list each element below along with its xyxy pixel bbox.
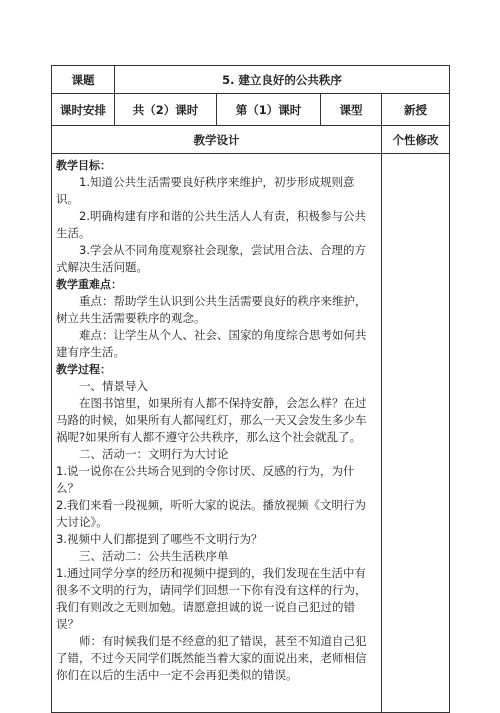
process-line: 2.我们来看一段视频，听听大家的说法。播放视频《文明行为大讨论》。 (56, 498, 366, 529)
process-title: 教学过程： (56, 363, 111, 376)
process-line: 一、情景导入 (79, 379, 148, 393)
design-header-row (52, 126, 450, 154)
goal-item: 3.学会从不同角度观察社会现象，尝试用合法、合理的方式解决生活问题。 (56, 243, 366, 274)
process-line: 3.视频中人们都提到了哪些不文明行为？ (56, 532, 263, 546)
process-line: 1.说一说你在公共场合见到的令你讨厌、反感的行为，为什么？ (56, 464, 355, 495)
keypoint-item: 重点：帮助学生认识到公共生活需要良好的秩序来维护，树立共生活需要秩序的观念。 (56, 294, 367, 325)
goal-item: 2.明确构建有序和谐的公共生活人人有责，积极参与公共生活。 (56, 209, 366, 240)
schedule-label: 课时安排 (52, 94, 115, 126)
process-line: 在图书馆里，如果所有人都不保持安静，会怎么样？在过马路的时候，如果所有人都闯红灯，那么一天又会发生多少车祸呢?如果所有人都不遵守公共秩序，那么这个社会就乱了。 (56, 396, 367, 444)
process-line: 1.通过同学分享的经历和视频中提到的，我们发现在生活中有很多不文明的行为，请同学们回想一下你有没有这样的行为，我们有则改之无则加勉。请愿意担诚的说一说自己犯过的错误？ (56, 566, 367, 631)
lesson-plan-table (51, 65, 450, 713)
type-label: 课型 (321, 94, 382, 126)
keypoint-item: 难点：让学生从个人、社会、国家的角度综合思考如何共建有序生活。 (56, 328, 367, 359)
topic-value: 5. 建立良好的公共秩序 (115, 66, 450, 94)
process-line: 三、活动二：公共生活秩序单 (79, 549, 229, 563)
topic-label: 课题 (52, 66, 115, 94)
design-content (52, 154, 382, 713)
schedule-row (52, 94, 450, 126)
goals-title: 教学目标： (56, 159, 111, 172)
design-label: 教学设计 (52, 126, 382, 154)
total-periods: 共（2）课时 (115, 94, 217, 126)
process-line: 师：有时候我们是不经意的犯了错误，甚至不知道自己犯了错，不过今天同学们既然能当着大家的面说出来，老师相信你们在以后的生活中一定不会再犯类似的错误。 (56, 634, 367, 682)
personal-label: 个性修改 (382, 126, 450, 154)
personal-notes-column (382, 154, 450, 713)
content-row (52, 154, 450, 713)
goal-item: 1.知道公共生活需要良好秩序来维护，初步形成规则意识。 (56, 175, 355, 206)
process-line: 二、活动一：文明行为大讨论 (79, 447, 229, 461)
current-period: 第（1）课时 (217, 94, 321, 126)
keypoints-title: 教学重难点： (56, 278, 122, 291)
topic-row (52, 66, 450, 94)
type-value: 新授 (382, 94, 450, 126)
